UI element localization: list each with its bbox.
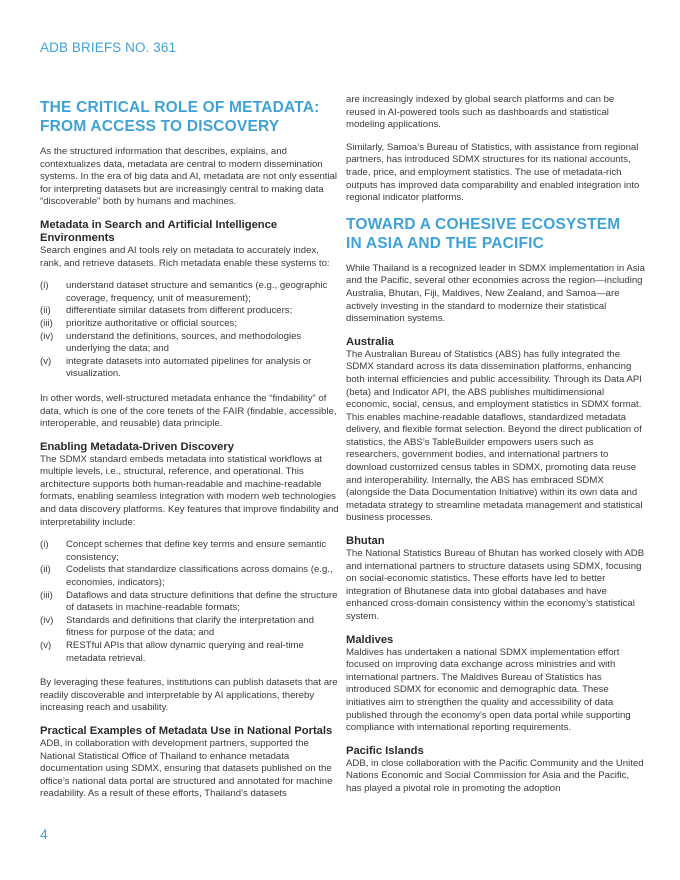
list-item [40, 564, 340, 589]
subheading-bhutan: Bhutan [346, 535, 385, 548]
paragraph: The SDMX standard embeds metadata into statistical workflows at multiple levels, i.e., structural, reference, and operational. This architecture supports both human-readable and machine-readable formats, enabling seamless integration with modern web technologies and data discovery platforms. Key features that improve findability and interpretability include: [40, 453, 339, 528]
paragraph: ADB, in close collaboration with the Pacific Community and the United Nations Economic and Social Commission for Asia and the Pacific, has played a pivotal role in promoting the adoption [346, 757, 644, 794]
list-item [40, 640, 340, 665]
list-item-text: differentiate similar datasets from different producers; [66, 305, 293, 317]
list-item-text: prioritize authoritative or official sources; [66, 317, 237, 329]
right-column [346, 94, 646, 806]
paragraph: The Australian Bureau of Statistics (ABS) has fully integrated the SDMX standard across its data dissemination platforms, enhancing both internal efficiencies and public accessibility. Through its Data API (beta) and Indicator API, the ABS publishes multidimensional economic, social, census, and employment statistics in SDMX format. This enables machine-readable dataflows, standardized metadata delivery, and flexible format selection. Beyond the direct publication of statistics, the ABS’s TableBuilder empowers users such as researchers, government bodies, and international partners to download customized census tables in SDMX, promoting data reuse and interoperability. Internally, the ABS has embraced SDMX (alongside the Data Documentation Initiative) within its own data and metadata strategy to streamline metadata management and statistical business processes. [346, 348, 643, 524]
section-title-line: IN ASIA AND THE PACIFIC [346, 234, 545, 252]
paragraph: Search engines and AI tools rely on metadata to accurately index, rank, and retrieve datasets. Rich metadata enable these systems to: [40, 244, 330, 269]
list-item-text: Dataflows and data structure definitions that define the structure of datasets in machine-readable formats; [66, 589, 338, 614]
running-head: ADB BRIEFS NO. 361 [40, 40, 177, 55]
list-marker: (ii) [40, 564, 51, 576]
list-marker: (iv) [40, 330, 54, 342]
paragraph: The National Statistics Bureau of Bhutan has worked closely with ADB and international partners to structure datasets using SDMX, focusing on social-economic statistics. These efforts have led to better integration of Bhutanese data into global databases and have enhanced cross-domain consistency within the economy’s statistical system. [346, 548, 645, 622]
paragraph: In other words, well-structured metadata enhance the “findability” of data, which is one of the core tenets of the FAIR (findable, accessible, interoperable, and reusable) data principle. [40, 392, 337, 430]
section-title-critical-role [40, 98, 340, 136]
subheading-search-ai: Metadata in Search and Artificial Intelligence Environments [40, 218, 278, 244]
list-item [40, 331, 340, 356]
intro-paragraph: While Thailand is a recognized leader in SDMX implementation in Asia and the Pacific, several other economies across the region—including Australia, Bhutan, Fiji, Maldives, New Zealand, and Samoa—are actively investing in the standard to modernize their statistical dissemination systems. [346, 262, 645, 325]
list-marker: (iv) [40, 614, 54, 626]
list-marker: (i) [40, 539, 49, 551]
list-item-text: Standards and definitions that clarify the interpretation and fitness for purpose of the data; and [66, 614, 314, 639]
section-title-line: FROM ACCESS TO DISCOVERY [40, 118, 280, 135]
list-item [40, 318, 340, 331]
continuation-paragraph: are increasingly indexed by global search platforms and can be reused in AI-powered tools such as dashboards and statistical modeling applications. [346, 94, 615, 131]
list-item-text: understand dataset structure and semantics (e.g., geographic coverage, frequency, unit of measurement); [66, 280, 328, 304]
section-title-cohesive-ecosystem [346, 215, 646, 253]
list-item-text: integrate datasets into automated pipelines for analysis or visualization. [66, 355, 312, 380]
list-marker: (iii) [40, 317, 53, 329]
list-item [40, 539, 340, 564]
paragraph: By leveraging these features, institutions can publish datasets that are readily discoverable and interpretable by AI applications, thereby increasing reach and usability. [40, 677, 338, 714]
paragraph: Maldives has undertaken a national SDMX implementation effort focused on improving data exchange across ministries and with international partners. The Maldives Bureau of Statistics has introduced SDMX for economic and demographic data. These initiatives aim to strengthen the quality and accessibility of data published through the economy’s open data portal while supporting compliance with international reporting requirements. [346, 646, 631, 734]
list-marker: (i) [40, 280, 49, 292]
list-item [40, 305, 340, 318]
list-item-text: RESTful APIs that allow dynamic querying and real-time metadata retrieval. [66, 640, 304, 664]
subheading-metadata-driven-discovery: Enabling Metadata-Driven Discovery [40, 440, 234, 453]
search-capabilities-list [40, 280, 340, 381]
page-number: 4 [40, 826, 48, 842]
list-item [40, 590, 340, 615]
subheading-practical-examples: Practical Examples of Metadata Use in National Portals [40, 724, 333, 737]
list-item [40, 615, 340, 640]
list-item-text: Codelists that standardize classifications across domains (e.g., economies, indicators); [66, 564, 333, 589]
paragraph: ADB, in collaboration with development partners, supported the National Statistical Office of Thailand to enhance metadata documentation using SDMX, ensuring that datasets published on the office’s national data portal are structured and annotated for machine readability. As a result of these efforts, Thailand’s datasets [40, 737, 333, 800]
subheading-pacific-islands: Pacific Islands [346, 744, 424, 757]
samoa-paragraph: Similarly, Samoa’s Bureau of Statistics, with assistance from regional partners, has introduced SDMX structures for its national accounts, trade, price, and employment statistics. The use of metadata-rich outputs has improved data comparability and enabled integration into regional indicator platforms. [346, 141, 640, 204]
list-marker: (v) [40, 355, 52, 367]
section-title-line: TOWARD A COHESIVE ECOSYSTEM [346, 215, 621, 233]
list-item [40, 280, 340, 305]
subheading-australia: Australia [346, 335, 394, 348]
subheading-maldives: Maldives [346, 633, 394, 646]
list-item-text: understand the definitions, sources, and methodologies underlying the data; and [66, 330, 302, 355]
left-column [40, 98, 340, 811]
section-title-line: THE CRITICAL ROLE OF METADATA: [40, 99, 320, 116]
list-marker: (iii) [40, 589, 53, 601]
list-marker: (v) [40, 640, 52, 651]
intro-paragraph: As the structured information that describes, explains, and contextualizes data, metadata are central to modern dissemination systems. In the era of big data and AI, metadata are not only essential for interpreting datasets but are increasingly central to making data “discoverable” both by humans and machines. [40, 146, 338, 208]
list-item-text: Concept schemes that define key terms and ensure semantic consistency; [66, 539, 327, 563]
sdmx-features-list [40, 539, 340, 665]
list-item [40, 356, 340, 381]
list-marker: (ii) [40, 305, 51, 317]
